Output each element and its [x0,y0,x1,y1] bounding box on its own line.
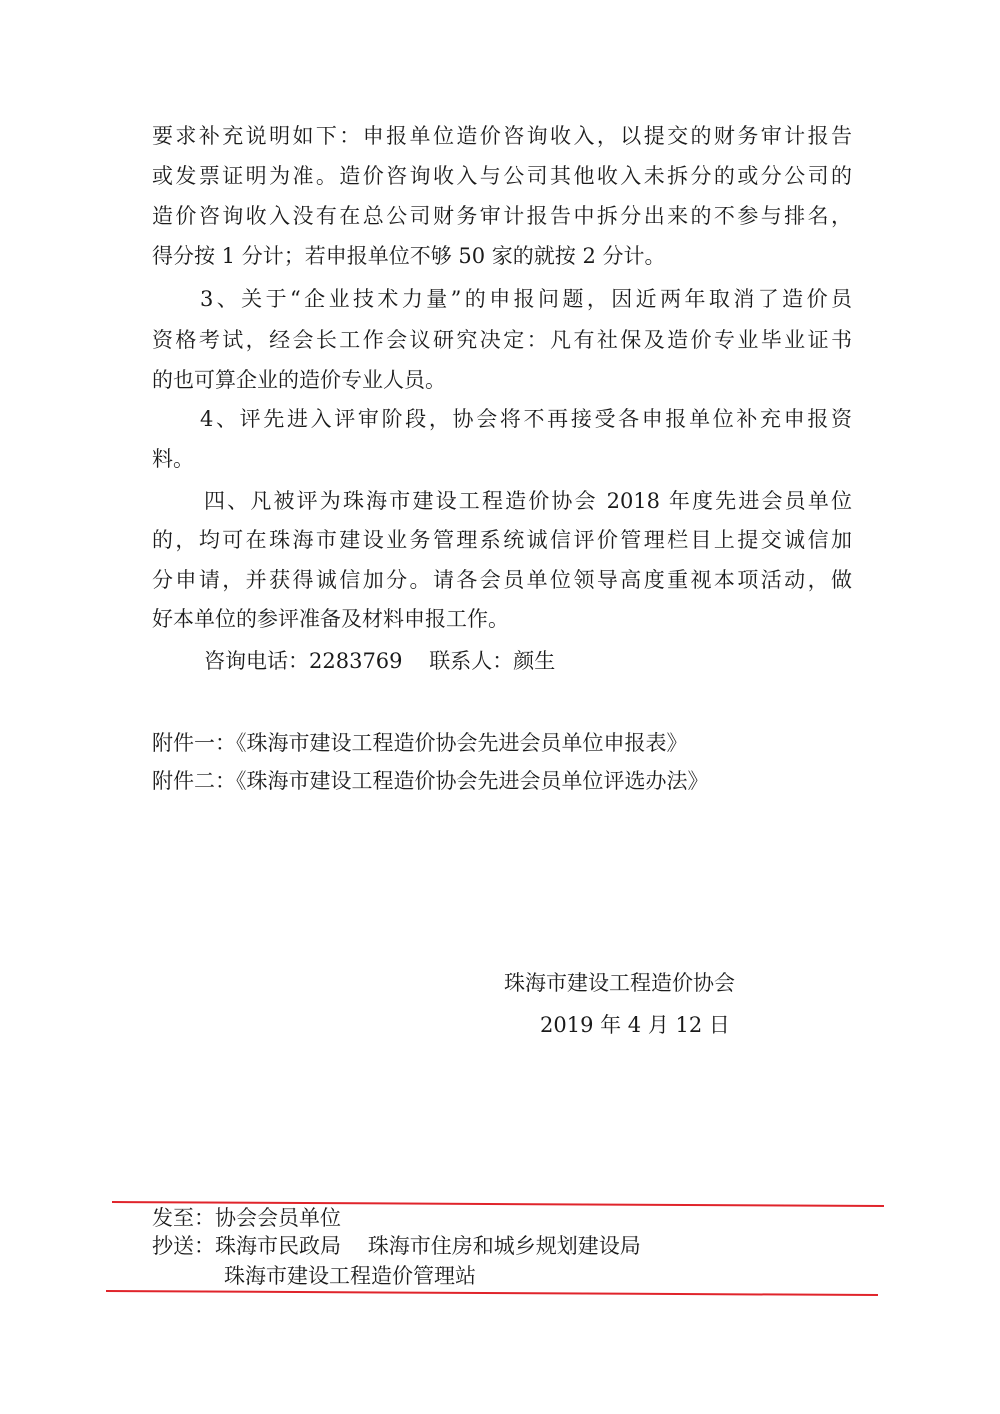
item-3-line-2: 资格考试，经会长工作会议研究决定：凡有社保及造价专业毕业证书 [152,328,852,352]
body-line-1: 要求补充说明如下：申报单位造价咨询收入，以提交的财务审计报告 [152,124,852,148]
cc-line-2: 珠海市建设工程造价管理站 [224,1264,476,1288]
attachment-2: 附件二：《珠海市建设工程造价协会先进会员单位评选办法》 [152,769,709,793]
body-line-2: 或发票证明为准。造价咨询收入与公司其他收入未拆分的或分公司的 [152,164,852,188]
send-to: 发至：协会会员单位 [152,1206,341,1230]
signature-org: 珠海市建设工程造价协会 [504,971,735,995]
item-4-line-2: 料。 [152,447,194,471]
section-4-line-4: 好本单位的参评准备及材料申报工作。 [152,607,509,631]
attachment-1: 附件一：《珠海市建设工程造价协会先进会员单位申报表》 [152,731,688,755]
item-3-line-3: 的也可算企业的造价专业人员。 [152,368,446,392]
body-line-3: 造价咨询收入没有在总公司财务审计报告中拆分出来的不参与排名， [152,204,852,228]
cc-line-1: 抄送：珠海市民政局 珠海市住房和城乡规划建设局 [152,1234,641,1258]
signature-date: 2019 年 4 月 12 日 [540,1013,730,1037]
item-3-line-1: 3、关于“企业技术力量”的申报问题，因近两年取消了造价员 [200,287,852,311]
body-line-4: 得分按 1 分计；若申报单位不够 50 家的就按 2 分计。 [152,244,666,268]
item-4-line-1: 4、评先进入评审阶段，协会将不再接受各申报单位补充申报资 [200,407,852,431]
section-4-line-2: 的，均可在珠海市建设业务管理系统诚信评价管理栏目上提交诚信加 [152,528,852,552]
section-4-line-1: 四、凡被评为珠海市建设工程造价协会 2018 年度先进会员单位 [204,489,852,513]
section-4-line-3: 分申请，并获得诚信加分。请各会员单位领导高度重视本项活动，做 [152,568,852,592]
contact-info: 咨询电话：2283769 联系人：颜生 [204,649,556,673]
